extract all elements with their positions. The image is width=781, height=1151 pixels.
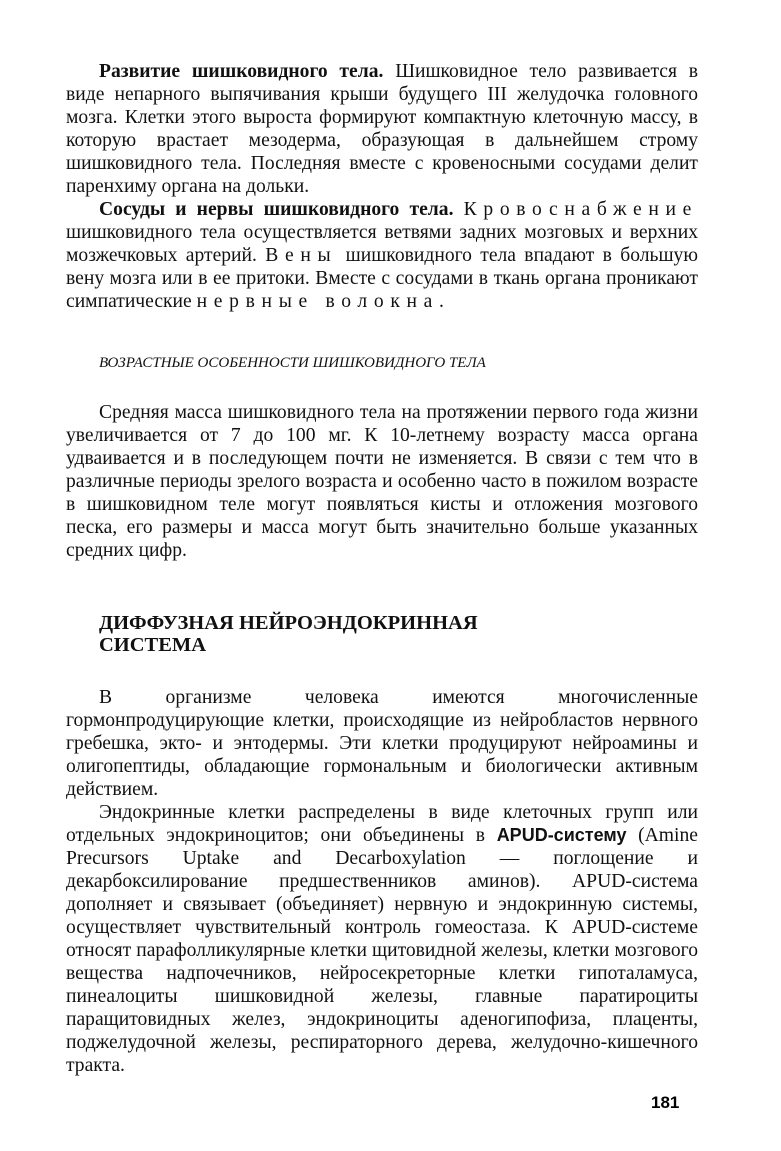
section-heading-dnes bbox=[99, 612, 698, 656]
blood-supply-text: шишковидного тела осуществляется ветвями задних мозговых и верхних мозжечковых артерий. bbox=[66, 222, 698, 266]
page-number: 181 bbox=[651, 1093, 680, 1112]
paragraph-pineal-development bbox=[66, 60, 698, 198]
paragraph-vessels-nerves bbox=[66, 198, 698, 313]
development-text: Шишковидное тело развивается в виде непарного выпячивания крыши будущего III желудочка головного мозга. Клетки этого выроста формируют компактную клеточную массу, в которую врастает мезодерма, образующая в дальнейшем строму шишковидного тела. Последняя вместе с кровеносными сосудами делит паренхиму органа на дольки. bbox=[66, 61, 698, 197]
apud-system-term: APUD-систему bbox=[496, 825, 627, 845]
page-body bbox=[66, 60, 698, 1077]
paragraph-age: Средняя масса шишковидного тела на протяжении первого года жизни увеличивается от 7 до 100 мг. К 10-летнему возрасту масса органа удваивается и в последующем почти не изменяется. В связи с тем что в различные периоды зрелого возраста и особенно часто в пожилом возрасте в шишковидном теле могут появляться кисты и отложения мозгового песка, его размеры и масса могут быть значительно больше указанных средних цифр. bbox=[66, 402, 698, 561]
dnes-2-text-a: Эндокринные клетки распределены в виде клеточных групп или отдельных эндокриноцитов; они объединены в bbox=[66, 802, 698, 846]
spaced-term-veins: Вены bbox=[265, 245, 338, 266]
run-in-heading-development: Развитие шишковидного тела. bbox=[99, 61, 384, 82]
veins-text: шишковидного тела впадают в большую вену мозга или в ее притоки. Вместе с сосудами в ткань органа проникают симпатические bbox=[66, 245, 698, 312]
nerves-end: . bbox=[439, 291, 444, 312]
heading-line-2: СИСТЕМА bbox=[99, 634, 207, 656]
heading-line-1: ДИФФУЗНАЯ НЕЙРОЭНДОКРИННАЯ bbox=[99, 612, 478, 634]
run-in-heading-vessels: Сосуды и нервы шишковидного тела. bbox=[99, 199, 454, 220]
section-subtitle-age: ВОЗРАСТНЫЕ ОСОБЕННОСТИ ШИШКОВИДНОГО ТЕЛА bbox=[99, 355, 486, 371]
spaced-term-blood-supply: Кровоснабжение bbox=[463, 199, 698, 220]
spaced-term-nerve-fibers: нервные волокна bbox=[196, 291, 440, 312]
dnes-2-text-b: (Amine Precursors Uptake and Decarboxylation — поглощение и декарбоксилирование предшественников аминов). APUD-система дополняет и связывает (объединяет) нервную и эндокринную системы, осуществляет чувствительный контроль гомеостаза. К APUD-системе относят парафолликулярные клетки щитовидной железы, клетки мозгового вещества надпочечников, нейросекреторные клетки гипоталамуса, пинеалоциты шишковидной железы, главные паратироциты паращитовидных желез, эндокриноциты аденогипофиза, плаценты, поджелудочной железы, респираторного дерева, желудочно-кишечного тракта. bbox=[66, 825, 698, 1076]
paragraph-dnes-1: В организме человека имеются многочисленные гормонпродуцирующие клетки, происходящие из нейробластов нервного гребешка, экто- и энтодермы. Эти клетки продуцируют нейроамины и олигопептиды, обладающие гормональным и биологически активным действием. bbox=[66, 687, 698, 800]
paragraph-dnes-2 bbox=[66, 801, 698, 1077]
